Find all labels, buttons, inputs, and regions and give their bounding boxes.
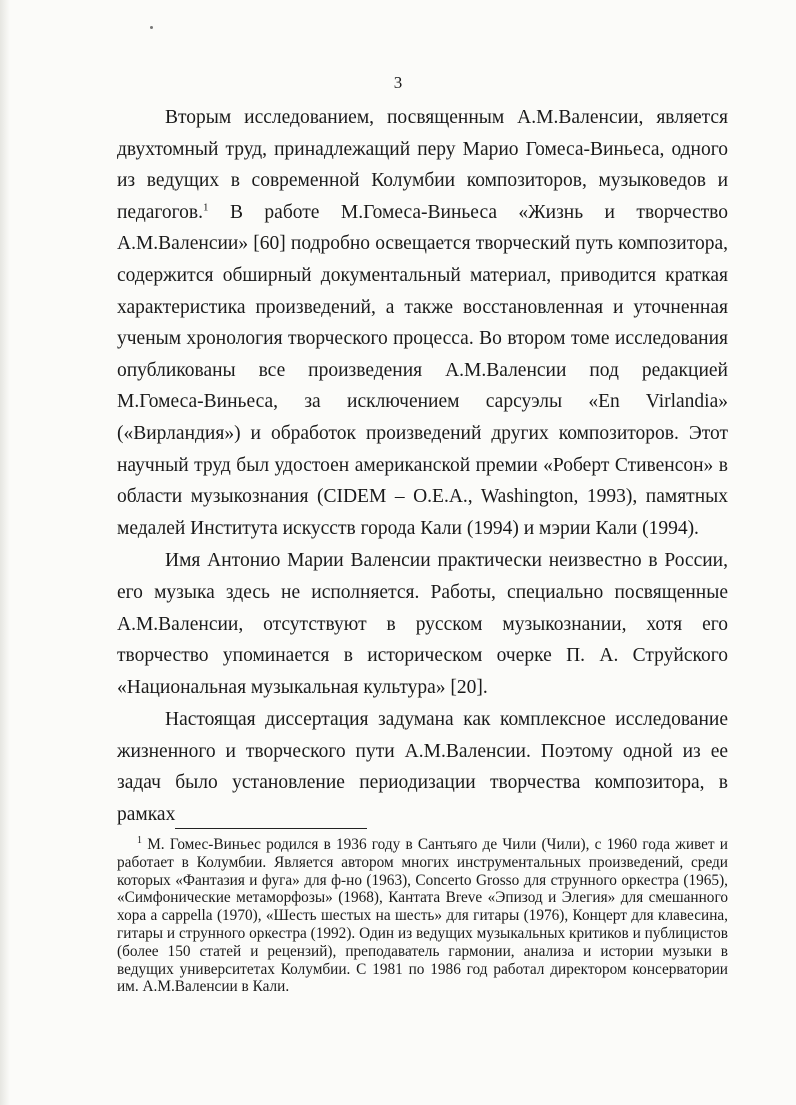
paragraph-1: [117, 102, 728, 544]
scan-binding-edge: [0, 0, 10, 1105]
page-number: 3: [393, 73, 403, 92]
footnote-number: 1: [137, 834, 142, 846]
scan-speck: [150, 26, 153, 29]
footnote-text: М. Гомес-Виньес родился в 1936 году в Сантьяго де Чили (Чили), с 1960 года живет и работает в Колумбии. Является автором многих инструментальных произведений, среди которых «Фантазия и фуга» для ф-но (1963), Concerto Grosso для струнного оркестра (1965), «Симфонические метаморфозы» (1968), Кантата Breve «Эпизод и Элегия» для смешанного хора a cappella (1970), «Шесть шестых на шесть» для гитары (1976), Концерт для клавесина, гитары и струнного оркестра (1992). Один из ведущих музыкальных критиков и публицистов (более 150 статей и рецензий), преподаватель гармонии, анализа и истории музыки в ведущих университетах Колумбии. С 1981 по 1986 год работал директором консерватории им. А.М.Валенсии в Кали.: [117, 836, 728, 996]
footnote-reference: 1: [203, 201, 209, 214]
paragraph-1-text-start: Вторым исследованием, посвященным А.М.Валенсии, является двухтомный труд, принадлежащий перу Марио Гомеса-Виньеса, одного из ведущих в современной Колумбии композиторов, музыковедов и педагогов.: [117, 107, 728, 223]
footnote-separator: [175, 828, 367, 829]
paragraph-3: Настоящая диссертация задумана как комплексное исследование жизненного и творческого пути А.М.Валенсии. Поэтому одной из ее задач было установление периодизации творчества композитора, в рамках: [117, 709, 728, 826]
paragraph-2: Имя Антонио Марии Валенсии практически неизвестно в России, его музыка здесь не исполняется. Работы, специально посвященные А.М.Валенсии, отсутствуют в русском музыкознании, хотя его творчество упоминается в историческом очерке П. А. Струйского «Национальная музыкальная культура» [20].: [117, 550, 728, 698]
main-text: [117, 102, 728, 831]
footnote: [117, 836, 728, 996]
paragraph-1-text-end: В работе М.Гомеса-Виньеса «Жизнь и творчество А.М.Валенсии» [60] подробно освещается творческий путь композитора, содержится обширный документальный материал, приводится краткая характеристика произведений, а также восстановленная и уточненная ученым хронология творческого процесса. Во втором томе исследования опубликованы все произведения А.М.Валенсии под редакцией М.Гомеса-Виньеса, за исключением сарсуэлы «En Virlandia» («Вирландия») и обработок произведений других композиторов. Этот научный труд был удостоен американской премии «Роберт Стивенсон» в области музыкознания (CIDEM – O.E.A., Washington, 1993), памятных медалей Института искусств города Кали (1994) и мэрии Кали (1994).: [117, 201, 728, 539]
